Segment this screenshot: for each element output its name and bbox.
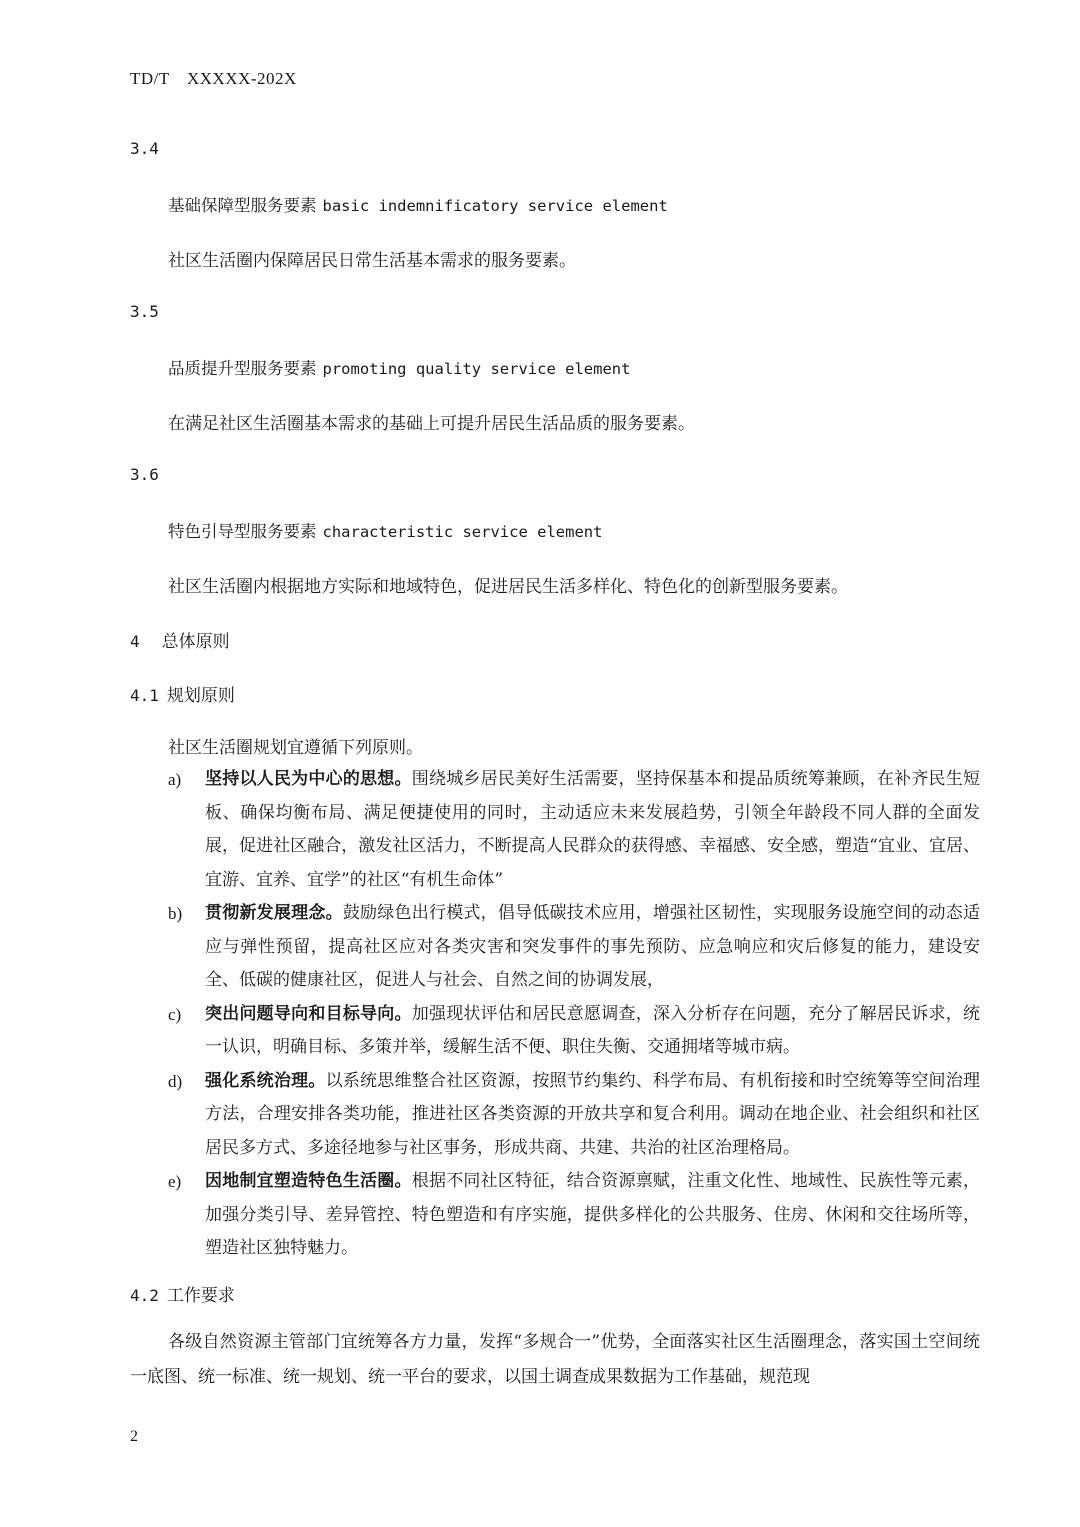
- item-text: 围绕城乡居民美好生活需要，坚持保基本和提品质统筹兼顾，在补齐民生短板、确保均衡布局、满足便捷使用的同时，主动适应未来发展趋势，引领全年龄段不同人群的全面发展，促进社区融合，激发社区活力，不断提高人民群众的获得感、幸福感、安全感，塑造“宜业、宜居、宜游、宜养、宜学”的社区“有机生命体”: [205, 769, 981, 890]
- item-lead: 突出问题导向和目标导向。: [205, 1003, 412, 1024]
- list-item: [168, 998, 980, 1065]
- list-item: [168, 1065, 980, 1166]
- section-number: 4.2: [130, 1286, 159, 1305]
- item-label: b): [168, 904, 183, 923]
- section-4-1-heading: [130, 681, 235, 706]
- page-number: 2: [130, 1428, 138, 1445]
- item-lead: 强化系统治理。: [205, 1070, 326, 1091]
- term-3-6: [168, 518, 602, 542]
- principles-list: [168, 763, 980, 1266]
- item-label: e): [168, 1172, 182, 1191]
- clause-number-3-4: 3.4: [130, 139, 159, 158]
- section-title: 规划原则: [166, 686, 235, 706]
- term-3-5: [168, 355, 630, 379]
- clause-number-3-5: 3.5: [130, 302, 159, 321]
- list-item: [168, 763, 980, 897]
- definition-3-6: 社区生活圈内根据地方实际和地域特色，促进居民生活多样化、特色化的创新型服务要素。: [168, 577, 848, 597]
- item-lead: 坚持以人民为中心的思想。: [205, 769, 412, 789]
- item-text: 以系统思维整合社区资源，按照节约集约、科学布局、有机衔接和时空统筹等空间治理方法，合理安排各类功能，推进社区各类资源的开放共享和复合利用。调动在地企业、社会组织和社区居民多方式、多途径地参与社区事务，形成共商、共建、共治的社区治理格局。: [205, 1070, 981, 1158]
- term-zh: 品质提升型服务要素: [168, 359, 317, 378]
- term-en: promoting quality service element: [322, 360, 631, 378]
- item-label: a): [168, 770, 182, 789]
- term-3-4: [168, 192, 668, 216]
- item-text: 加强现状评估和居民意愿调查，深入分析存在问题，充分了解居民诉求，统一认识，明确目标、多策并举，缓解生活不便、职住失衡、交通拥堵等城市病。: [205, 1003, 981, 1057]
- item-text: 根据不同社区特征，结合资源禀赋，注重文化性、地域性、民族性等元素，加强分类引导、差异管控、特色塑造和有序实施，提供多样化的公共服务、住房、休闲和交往场所等，塑造社区独特魅力。: [205, 1171, 981, 1258]
- clause-number-3-6: 3.6: [130, 465, 159, 484]
- section-title: 总体原则: [161, 632, 230, 652]
- section-number: 4.1: [130, 686, 159, 705]
- term-zh: 基础保障型服务要素: [168, 196, 317, 215]
- definition-3-5: 在满足社区生活圈基本需求的基础上可提升居民生活品质的服务要素。: [168, 414, 695, 434]
- section-number: 4: [130, 632, 140, 651]
- section-4-2-heading: [130, 1281, 235, 1306]
- item-text: 鼓励绿色出行模式，倡导低碳技术应用，增强社区韧性，实现服务设施空间的动态适应与弹性预留，提高社区应对各类灾害和突发事件的事先预防、应急响应和灾后修复的能力，建设安全、低碳的健康社区，促进人与社会、自然之间的协调发展，: [205, 903, 981, 990]
- section-4-heading: [130, 627, 230, 652]
- item-label: d): [168, 1071, 183, 1091]
- item-label: c): [168, 1004, 182, 1024]
- term-en: characteristic service element: [322, 523, 603, 541]
- document-code: TD/T XXXXX-202X: [130, 69, 297, 88]
- section-4-1-intro: 社区生活圈规划宜遵循下列原则。: [168, 738, 423, 758]
- list-item: [168, 1165, 980, 1266]
- term-en: basic indemnificatory service element: [322, 197, 668, 215]
- item-lead: 贯彻新发展理念。: [205, 903, 343, 923]
- list-item: [168, 897, 980, 998]
- section-title: 工作要求: [166, 1286, 235, 1306]
- item-lead: 因地制宜塑造特色生活圈。: [205, 1171, 412, 1191]
- term-zh: 特色引导型服务要素: [168, 522, 317, 541]
- definition-3-4: 社区生活圈内保障居民日常生活基本需求的服务要素。: [168, 251, 576, 271]
- section-4-2-paragraph: 各级自然资源主管部门宜统筹各方力量，发挥“多规合一”优势，全面落实社区生活圈理念，落实国土空间统一底图、统一标准、统一规划、统一平台的要求，以国土调查成果数据为工作基础，规范现: [130, 1332, 980, 1387]
